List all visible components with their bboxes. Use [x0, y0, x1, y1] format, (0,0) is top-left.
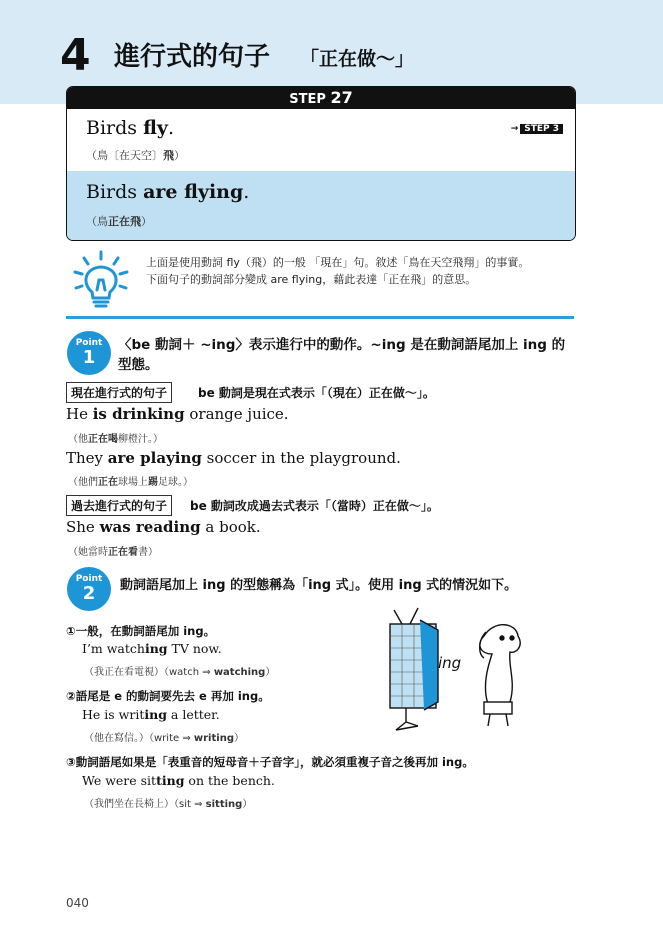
example-sentence-1	[86, 117, 174, 139]
r1-tr-a: （我正在看電視）（watch ⇒	[84, 667, 214, 678]
s1-c: orange juice.	[184, 405, 289, 423]
s1-b: is drinking	[92, 405, 185, 423]
rule-3-example	[82, 773, 275, 788]
r3-tr-a: （我們坐在長椅上）（sit ⇒	[84, 799, 206, 810]
point-2-text: 動詞語尾加上 ing 的型態稱為「ing 式」。使用 ing 式的情況如下。	[120, 578, 518, 593]
rule-3-translation	[84, 795, 252, 810]
s1-a: He	[66, 405, 93, 423]
r2-a: He is writ	[82, 707, 145, 722]
s2-tr-b: 正在	[98, 477, 118, 488]
point-1-badge	[67, 331, 111, 375]
s2-tr-a: （他們	[68, 477, 98, 488]
r1-b: ing	[144, 641, 168, 656]
ex2-tr-a: （鳥	[86, 215, 108, 228]
r2-tr-c: ）	[233, 733, 244, 744]
point-2-number: 2	[82, 583, 96, 604]
rule-1-example	[82, 641, 222, 656]
lightbulb-icon	[72, 250, 130, 310]
s2-tr-d: 踢	[148, 477, 158, 488]
point-2-badge	[67, 567, 111, 611]
s1-tr-b: 正在喝	[88, 434, 118, 445]
rule-3-heading: ③動詞語尾如果是「表重音的短母音＋子音字」，就必須重複子音之後再加 ing。	[66, 755, 474, 769]
step-bar	[67, 87, 575, 109]
step-reference	[511, 124, 563, 134]
r1-tr-b: watching	[213, 667, 266, 678]
sentence-2-translation	[68, 473, 193, 488]
s1-tr-a: （他	[68, 434, 88, 445]
r3-b: ting	[156, 773, 185, 788]
ex2-end: .	[243, 181, 250, 203]
r3-c: on the bench.	[184, 773, 275, 788]
point-1-number: 1	[82, 347, 96, 368]
s1-tr-c: 柳橙汁。）	[118, 434, 163, 445]
present-progressive-desc: be 動詞是現在式表示「（現在）正在做～」。	[198, 386, 435, 400]
note-line-1: 上面是使用動詞 fly（飛）的一般 「現在」句。敘述「鳥在天空飛翔」的事實。	[146, 256, 530, 269]
point-2-label: Point	[75, 574, 103, 584]
r2-c: a letter.	[166, 707, 220, 722]
r2-b: ing	[144, 707, 167, 722]
point-1-label: Point	[75, 338, 103, 348]
r3-a: We were sit	[82, 773, 157, 788]
present-progressive-label: 現在進行式的句子	[66, 382, 172, 403]
s3-tr-a: （她當時	[68, 547, 108, 558]
ex1-end: .	[167, 117, 174, 139]
sentence-1	[66, 405, 289, 423]
s2-tr-e: 足球。）	[158, 477, 193, 488]
r1-a: I’m watch	[82, 641, 145, 656]
point-1-text: 〈be 動詞＋ ~ing〉表示進行中的動作。~ing 是在動詞語尾加上 ing 的型態。	[118, 337, 566, 373]
r3-tr-c: ）	[242, 799, 253, 810]
r1-tr-c: ）	[265, 667, 276, 678]
sentence-2	[66, 449, 401, 467]
ex1-tr-b: 飛	[163, 149, 174, 162]
r1-c: TV now.	[167, 641, 222, 656]
sentence-3-translation	[68, 543, 158, 558]
chapter-number: 4	[60, 30, 91, 81]
arrow-icon: →	[510, 124, 519, 134]
s2-c: soccer in the playground.	[201, 449, 401, 467]
rule-1-heading: ①一般，在動詞語尾加 ing。	[66, 624, 216, 638]
ref-tag: STEP 3	[520, 124, 563, 134]
ing-text: ing	[438, 654, 462, 672]
explanation-note	[146, 254, 566, 288]
ex1-bold: fly	[143, 117, 168, 139]
divider	[66, 316, 574, 319]
s3-c: a book.	[200, 518, 261, 536]
r2-tr-b: writing	[193, 733, 234, 744]
s2-b: are playing	[107, 449, 202, 467]
rule-2-translation	[84, 729, 244, 744]
past-progressive-desc: be 動詞改成過去式表示「（當時）正在做～」。	[190, 499, 439, 513]
ex1-plain: Birds	[86, 117, 144, 139]
example-sentence-2	[86, 181, 249, 203]
chapter-subtitle: 「正在做～」	[300, 48, 415, 70]
s3-a: She	[66, 518, 100, 536]
ex1-tr-c: ）	[174, 149, 185, 162]
s2-tr-c: 球場上	[118, 477, 148, 488]
ex2-bold: are flying	[143, 181, 244, 203]
sentence-1-translation	[68, 430, 163, 445]
chapter-title: 進行式的句子	[114, 42, 271, 72]
ex2-plain: Birds	[86, 181, 144, 203]
r2-tr-a: （他在寫信。）（write ⇒	[84, 733, 194, 744]
example-translation-1	[86, 147, 185, 163]
rule-1-translation	[84, 663, 275, 678]
s3-b: was reading	[99, 518, 201, 536]
rule-2-example	[82, 707, 220, 722]
s2-a: They	[66, 449, 108, 467]
past-progressive-label: 過去進行式的句子	[66, 495, 172, 516]
step-box	[66, 86, 576, 241]
note-line-2: 下面句子的動詞部分變成 are flying，藉此表達「正在飛」的意思。	[146, 273, 477, 286]
step-blue-panel	[67, 171, 575, 240]
dog-watching-tv-illustration	[384, 606, 534, 734]
ex2-tr-b: 正在飛	[108, 215, 141, 228]
step-number: 27	[330, 88, 353, 107]
ex1-tr-a: （鳥〔在天空〕	[86, 149, 163, 162]
page-number: 040	[66, 896, 89, 910]
ex2-tr-c: ）	[141, 215, 152, 228]
rule-2-heading: ②語尾是 e 的動詞要先去 e 再加 ing。	[66, 689, 270, 703]
s3-tr-c: 書）	[138, 547, 158, 558]
step-label: STEP	[289, 92, 326, 107]
s3-tr-b: 正在看	[108, 547, 138, 558]
r3-tr-b: sitting	[205, 799, 243, 810]
sentence-3	[66, 518, 261, 536]
example-translation-2	[86, 213, 152, 229]
